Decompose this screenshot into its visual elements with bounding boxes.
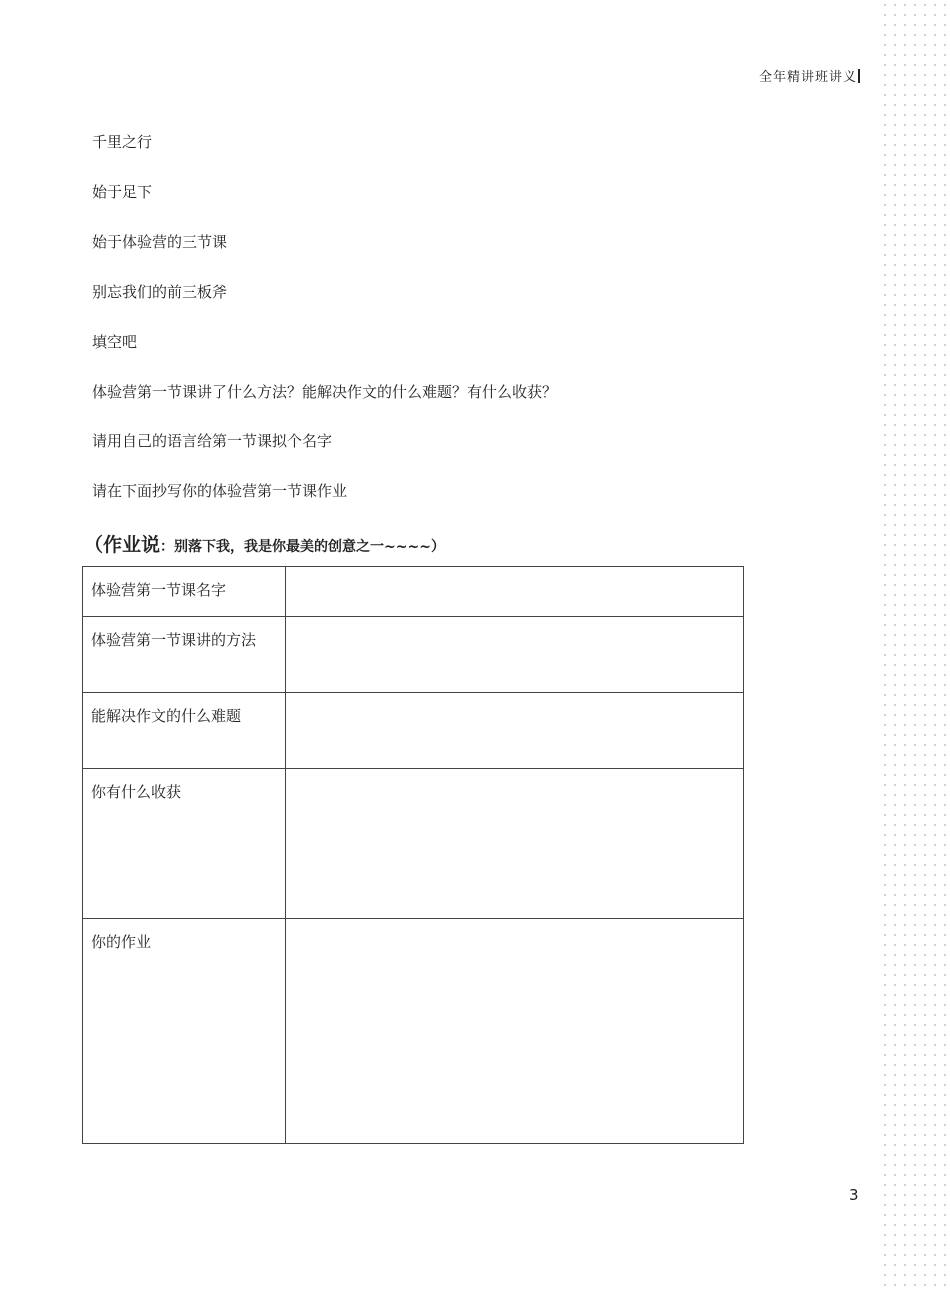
table-row [83,617,744,693]
row-label: 体验营第一节课讲的方法 [83,617,286,693]
note-paren: （ [84,534,104,556]
note-title: 作业说 [103,534,161,556]
page-header [759,66,860,85]
answer-cell[interactable] [286,769,744,919]
header-bar [858,69,860,83]
text-line: 请在下面抄写你的体验营第一节课作业 [92,482,348,500]
text-line: 始于足下 [92,183,153,201]
dotted-margin-decoration [880,0,950,1290]
note-text: ：别落下我，我是你最美的创意之一~~~~） [160,539,445,555]
text-line: 别忘我们的前三板斧 [92,283,228,301]
table-row [83,693,744,769]
page-number: 3 [849,1186,859,1204]
row-label: 你的作业 [83,919,286,1144]
answer-cell[interactable] [286,567,744,617]
row-label: 能解决作文的什么难题 [83,693,286,769]
homework-note [84,530,445,557]
text-line: 始于体验营的三节课 [92,233,228,251]
text-line: 填空吧 [92,333,138,351]
header-title: 全年精讲班讲义 [758,70,857,85]
homework-table [82,566,744,1144]
text-line: 请用自己的语言给第一节课拟个名字 [92,432,333,450]
table-row [83,769,744,919]
row-label: 你有什么收获 [83,769,286,919]
text-line: 体验营第一节课讲了什么方法？能解决作文的什么难题？有什么收获？ [92,383,558,401]
text-line: 千里之行 [92,133,153,151]
answer-cell[interactable] [286,919,744,1144]
answer-cell[interactable] [286,617,744,693]
table-row [83,919,744,1144]
answer-cell[interactable] [286,693,744,769]
table-row [83,567,744,617]
row-label: 体验营第一节课名字 [83,567,286,617]
